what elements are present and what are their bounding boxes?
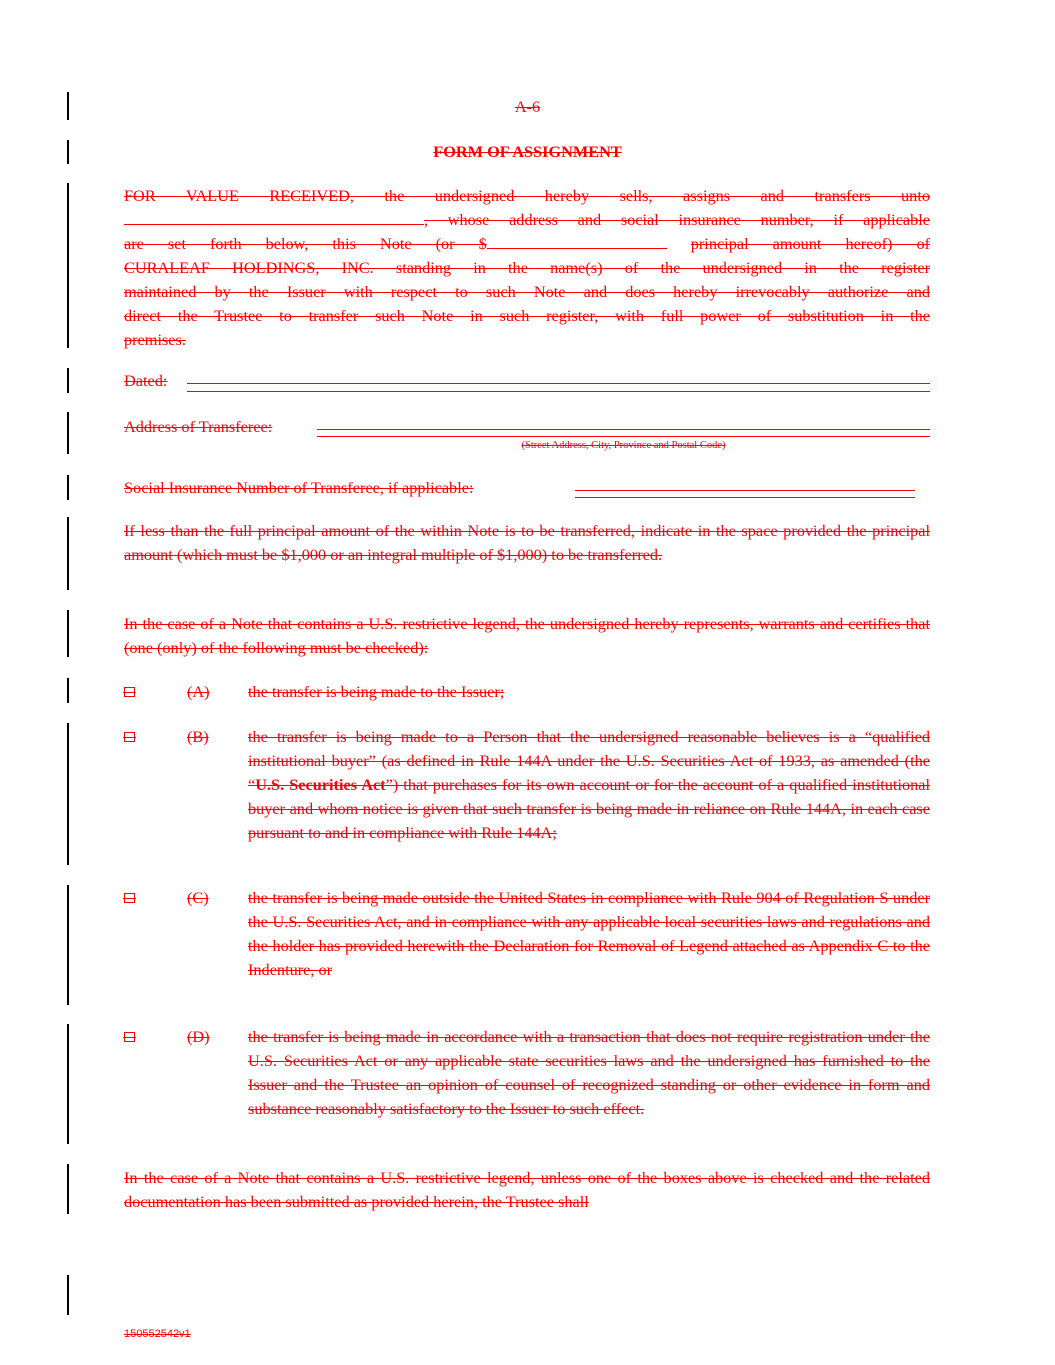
change-bar [67,183,69,348]
document-id: 150552542v1 [124,1328,191,1340]
assignment-paragraph: FOR VALUE RECEIVED, the undersigned hereby sells, assigns and transfers unto , whose address and social insurance number, if applicable are set forth below, this Note (or $ principal amount hereof) of CURALEAF HOLDINGS, INC. standing in the name(s) of the undersigned in the register maintained by the Issuer with respect to such Note and does hereby irrevocably authorize and direct the Trustee to transfer such Note in such register, with full power of substitution in the premises. [124,186,931,349]
transferee-name-blank[interactable] [124,208,424,225]
page-title: FORM OF ASSIGNMENT [433,142,622,161]
address-caption: (Street Address, City, Province and Postal Code) [521,440,726,451]
dated-field[interactable] [187,383,930,384]
option-c-text: the transfer is being made outside the United States in compliance with Rule 904 of Regulation S under the U.S. Securities Act, and in compliance with any applicable local securities laws and regulations and the holder has provided herewith the Declaration for Removal of Legend attached as Appendix C to the Indenture, or [248,888,930,979]
defined-term: U.S. Securities Act [255,775,386,794]
option-a-text: the transfer is being made to the Issuer; [248,682,505,701]
principal-amount-blank[interactable] [487,232,667,249]
page-number: A-6 [514,97,541,116]
change-bar [67,678,69,703]
change-bar [67,1024,69,1144]
option-c-label: (C) [187,888,209,907]
option-d-label: (D) [187,1027,210,1046]
closing-paragraph: In the case of a Note that contains a U.S. restrictive legend, unless one of the boxes above is checked and the related documentation has been submitted as provided herein, the Trustee shall [124,1168,930,1211]
change-bar [67,368,69,393]
option-a-checkbox[interactable] [124,687,135,697]
sin-field[interactable] [575,490,915,491]
change-bar [67,412,69,454]
option-a-label: (A) [187,682,210,701]
dated-field-underline [187,391,930,392]
option-b-checkbox[interactable] [124,732,135,742]
sin-field-underline [575,497,915,498]
address-label: Address of Transferee: [124,417,273,436]
change-bar [67,475,69,500]
address-field[interactable] [317,429,930,430]
partial-transfer-paragraph: If less than the full principal amount of the within Note is to be transferred, indicate in the space provided the principal amount (which must be $1,000 or an integral multiple of $1,000) to be transferred. [124,521,930,564]
sin-label: Social Insurance Number of Transferee, if applicable: [124,478,474,497]
restrictive-intro-paragraph: In the case of a Note that contains a U.S. restrictive legend, the undersigned hereby represents, warrants and certifies that (one (only) of the following must be checked): [124,614,930,657]
change-bar [67,1275,69,1315]
option-b-label: (B) [187,727,209,746]
option-b-text: the transfer is being made to a Person that the undersigned reasonable believes is a “qualified institutional buyer” (as defined in Rule 144A under the U.S. Securities Act of 1933, as amended (the “U.S. Securities Act”) that purchases for its own account or for the account of a qualified institutional buyer and whom notice is given that such transfer is being made in reliance on Rule 144A, in each case pursuant to and in compliance with Rule 144A; [248,727,931,842]
change-bar [67,1164,69,1214]
dated-label: Dated: [124,371,168,390]
change-bar [67,517,69,590]
option-d-checkbox[interactable] [124,1032,135,1042]
address-field-underline [317,436,930,437]
change-bar [67,885,69,1005]
change-bar [67,723,69,865]
change-bar [67,610,69,657]
option-c-checkbox[interactable] [124,893,135,903]
option-d-text: the transfer is being made in accordance with a transaction that does not require registration under the U.S. Securities Act or any applicable state securities laws and the undersigned has furnished to the Issuer and the Trustee an opinion of counsel of recognized standing or other evidence in form and substance reasonably satisfactory to the Issuer to such effect. [248,1027,930,1118]
